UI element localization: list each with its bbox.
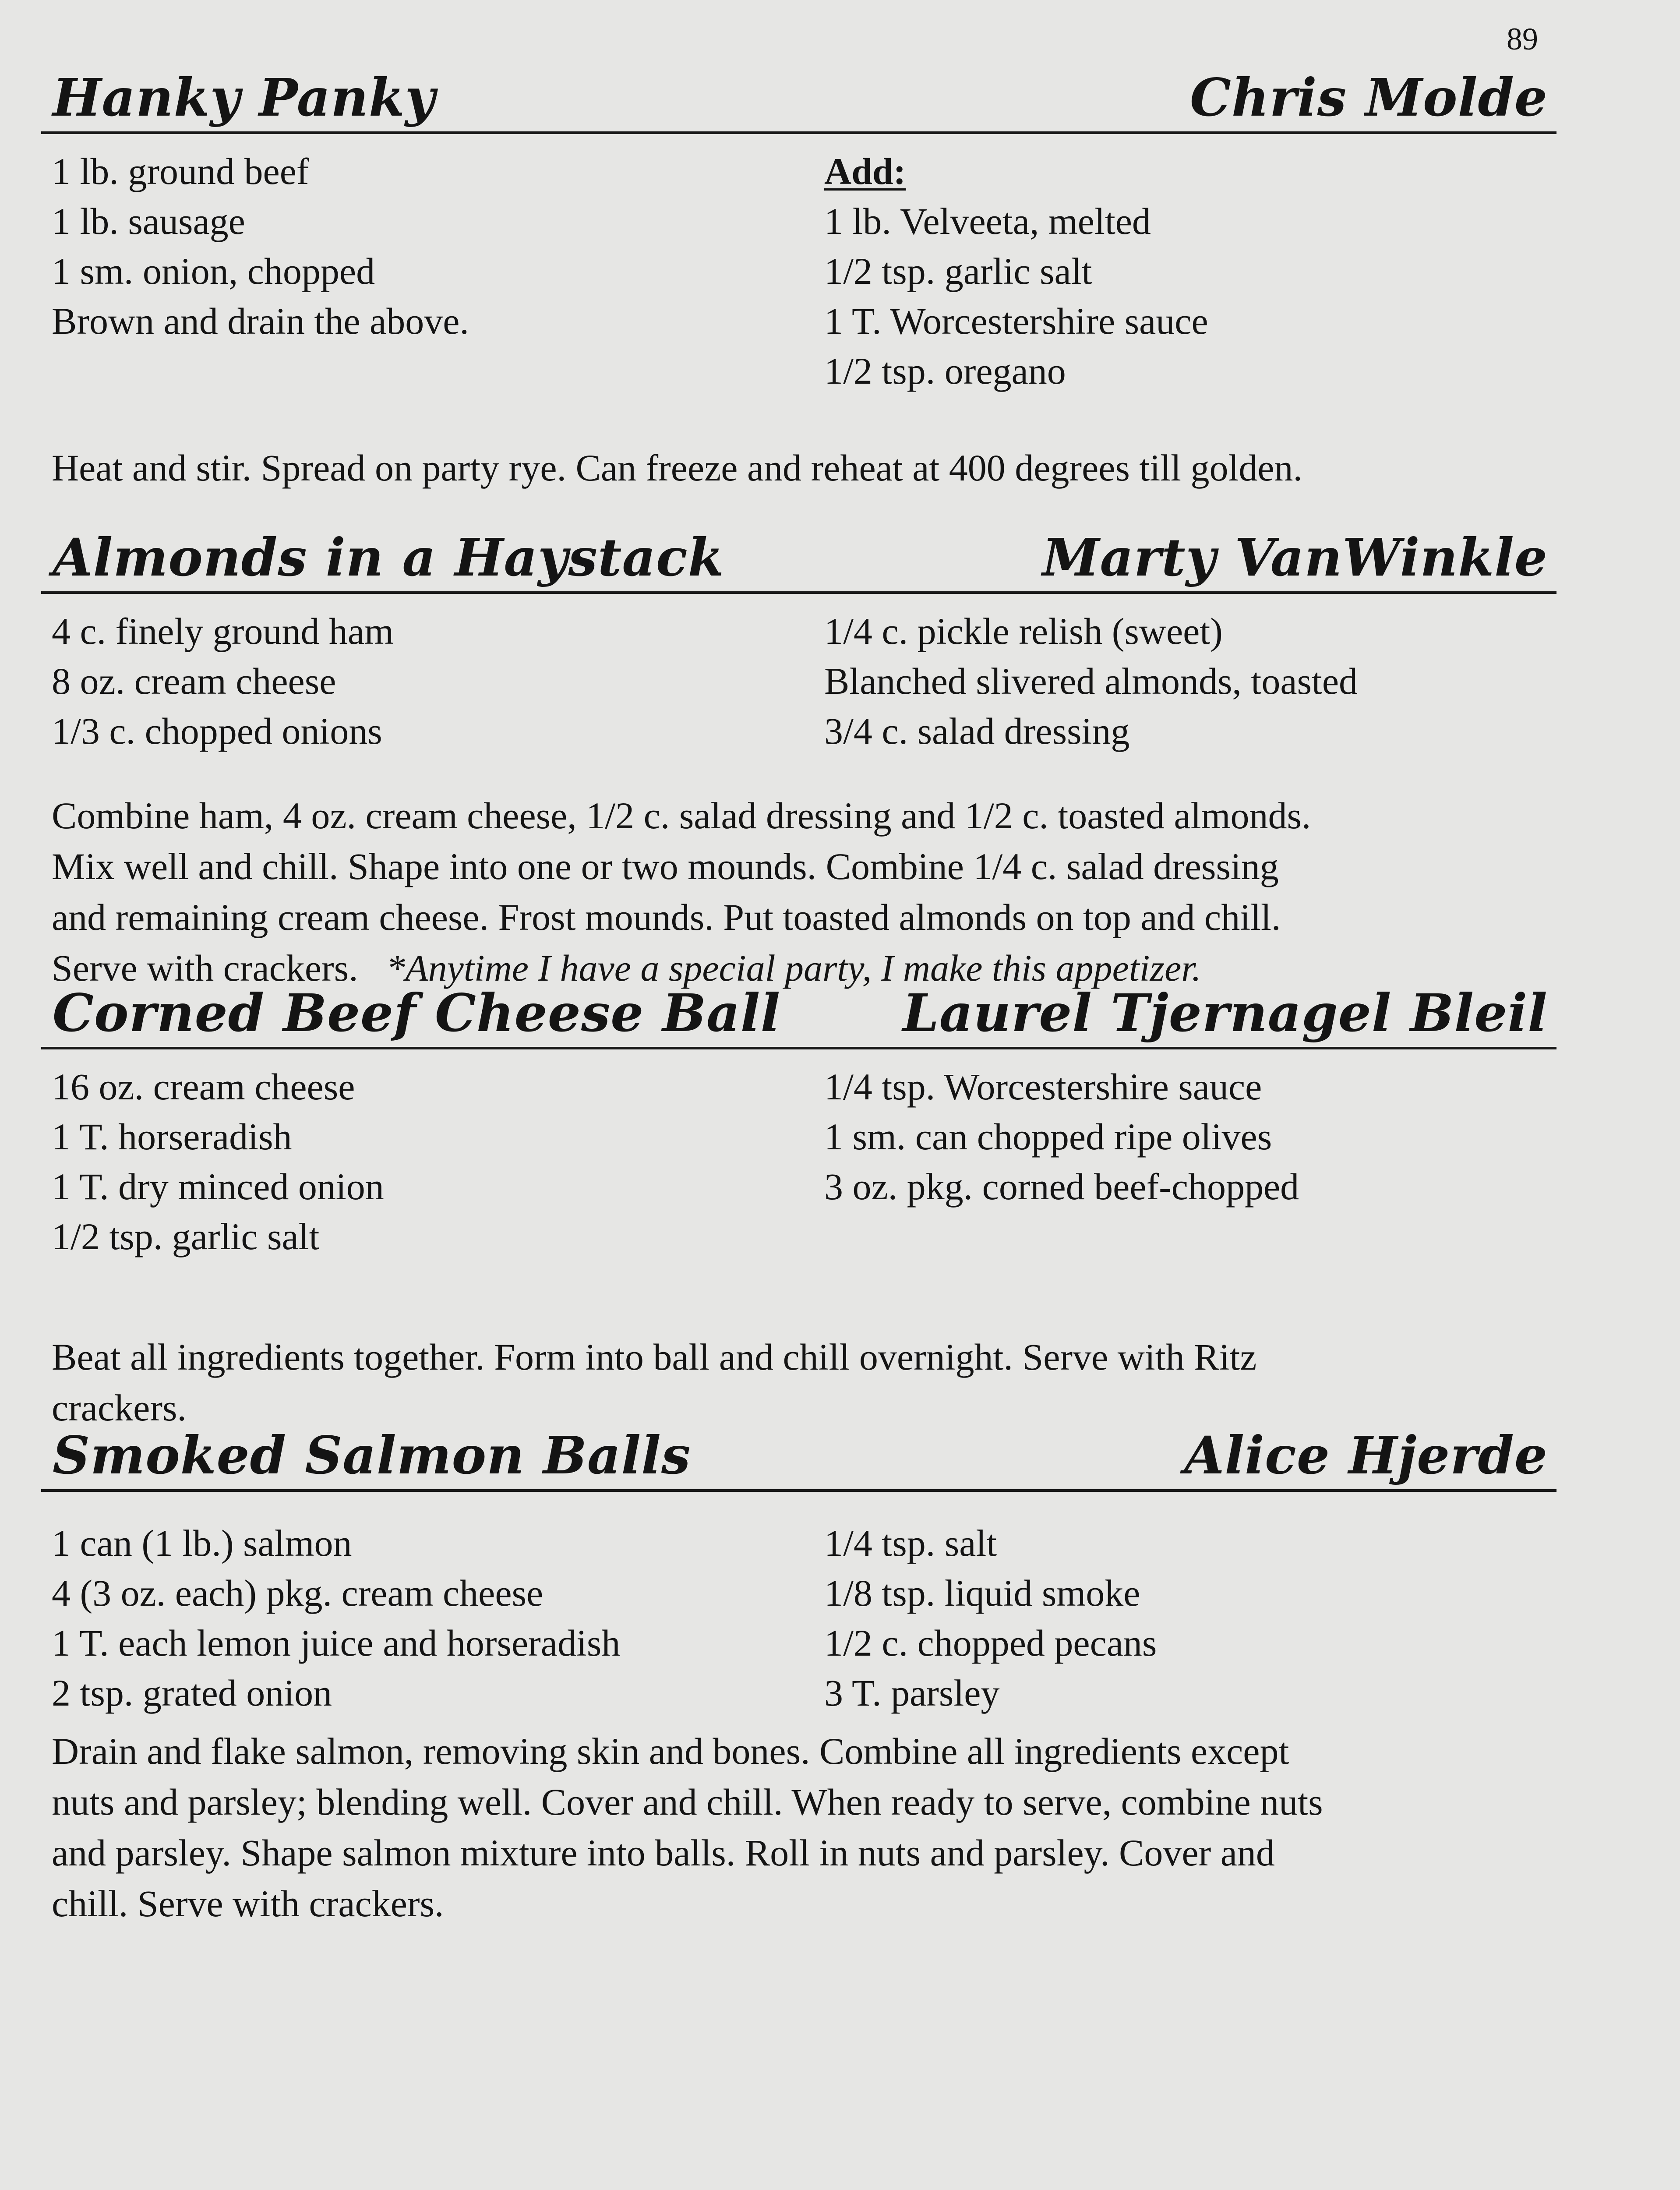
instruction-line: Beat all ingredients together. Form into ball and chill overnight. Serve with Ritz [52, 1336, 1257, 1378]
ingredient: 1/3 c. chopped onions [52, 710, 382, 752]
ingredients-left [52, 1062, 796, 1261]
recipe-title: Almonds in a Haystack [53, 527, 724, 588]
ingredient: 4 (3 oz. each) pkg. cream cheese [52, 1572, 544, 1614]
recipe-author: Laurel Tjernagel Bleil [902, 982, 1548, 1043]
recipe-author: Alice Hjerde [1184, 1425, 1548, 1486]
ingredient: 1/4 tsp. salt [824, 1522, 997, 1564]
ingredient: 1/2 tsp. garlic salt [824, 250, 1092, 292]
instruction-text: Serve with crackers. [52, 947, 358, 989]
ingredients-right [824, 606, 1542, 756]
recipe-instructions [52, 790, 1549, 993]
ingredient: 2 tsp. grated onion [52, 1672, 332, 1714]
instruction-line: and remaining cream cheese. Frost mounds. Put toasted almonds on top and chill. [52, 896, 1281, 938]
recipe-header [41, 526, 1556, 594]
instruction-line: crackers. [52, 1387, 187, 1429]
ingredient: 1 sm. onion, chopped [52, 250, 375, 292]
recipe-instructions [52, 1726, 1549, 1929]
ingredient: 3 oz. pkg. corned beef-chopped [824, 1166, 1299, 1208]
instruction-line: nuts and parsley; blending well. Cover and chill. When ready to serve, combine nuts [52, 1781, 1323, 1823]
ingredient: 1 can (1 lb.) salmon [52, 1522, 352, 1564]
ingredient: 1 sm. can chopped ripe olives [824, 1116, 1272, 1158]
recipe-note: *Anytime I have a special party, I make this appetizer. [386, 947, 1201, 989]
ingredients-left [52, 146, 796, 346]
instruction-line: Mix well and chill. Shape into one or two mounds. Combine 1/4 c. salad dressing [52, 845, 1279, 887]
recipe-title: Smoked Salmon Balls [53, 1425, 691, 1486]
ingredient: 1 T. Worcestershire sauce [824, 300, 1208, 342]
instruction-line: and parsley. Shape salmon mixture into balls. Roll in nuts and parsley. Cover and [52, 1832, 1275, 1874]
recipe-instructions [52, 442, 1549, 493]
instruction-line: chill. Serve with crackers. [52, 1883, 444, 1925]
ingredient: 1/2 tsp. garlic salt [52, 1215, 320, 1257]
ingredient: 1/4 tsp. Worcestershire sauce [824, 1066, 1262, 1108]
recipe-header [41, 981, 1556, 1049]
ingredient: 1 lb. Velveeta, melted [824, 200, 1151, 242]
recipe-instructions [52, 1332, 1549, 1433]
ingredient: 1/4 c. pickle relish (sweet) [824, 610, 1223, 652]
add-heading [824, 146, 1542, 196]
recipe-title: Corned Beef Cheese Ball [53, 982, 781, 1043]
recipe-author: Chris Molde [1190, 67, 1548, 128]
recipe-header [41, 1424, 1556, 1492]
instruction-line: Heat and stir. Spread on party rye. Can freeze and reheat at 400 degrees till golden. [52, 447, 1303, 489]
recipe-author: Marty VanWinkle [1042, 527, 1548, 588]
recipe-smoked-salmon-balls [41, 1424, 1556, 1925]
ingredient: 3 T. parsley [824, 1672, 1000, 1714]
ingredients-left [52, 606, 796, 756]
ingredient: 1 T. dry minced onion [52, 1166, 384, 1208]
instruction-line: Drain and flake salmon, removing skin and bones. Combine all ingredients except [52, 1730, 1289, 1772]
ingredients-right [824, 1062, 1542, 1212]
ingredient: 16 oz. cream cheese [52, 1066, 355, 1108]
ingredient: 3/4 c. salad dressing [824, 710, 1130, 752]
ingredient: 1 lb. sausage [52, 200, 245, 242]
ingredient: 1/8 tsp. liquid smoke [824, 1572, 1140, 1614]
ingredient: 1/2 c. chopped pecans [824, 1622, 1157, 1664]
recipe-corned-beef-cheese-ball [41, 981, 1556, 1429]
add-heading-text: Add: [824, 150, 906, 192]
ingredient: 8 oz. cream cheese [52, 660, 336, 702]
ingredient: Brown and drain the above. [52, 300, 469, 342]
page-number: 89 [1507, 21, 1538, 57]
ingredients-right [824, 1518, 1542, 1718]
ingredient: 1 lb. ground beef [52, 150, 309, 192]
ingredient: 1 T. horseradish [52, 1116, 292, 1158]
ingredient: Blanched slivered almonds, toasted [824, 660, 1358, 702]
recipe-almonds-in-a-haystack [41, 526, 1556, 989]
ingredients-left [52, 1518, 796, 1718]
recipe-hanky-panky [41, 66, 1556, 489]
ingredient: 4 c. finely ground ham [52, 610, 394, 652]
recipe-title: Hanky Panky [53, 67, 436, 128]
ingredient: 1 T. each lemon juice and horseradish [52, 1622, 621, 1664]
ingredients-right [824, 146, 1542, 396]
recipe-header [41, 66, 1556, 134]
ingredient: 1/2 tsp. oregano [824, 350, 1066, 392]
instruction-line: Combine ham, 4 oz. cream cheese, 1/2 c. salad dressing and 1/2 c. toasted almonds. [52, 795, 1311, 837]
